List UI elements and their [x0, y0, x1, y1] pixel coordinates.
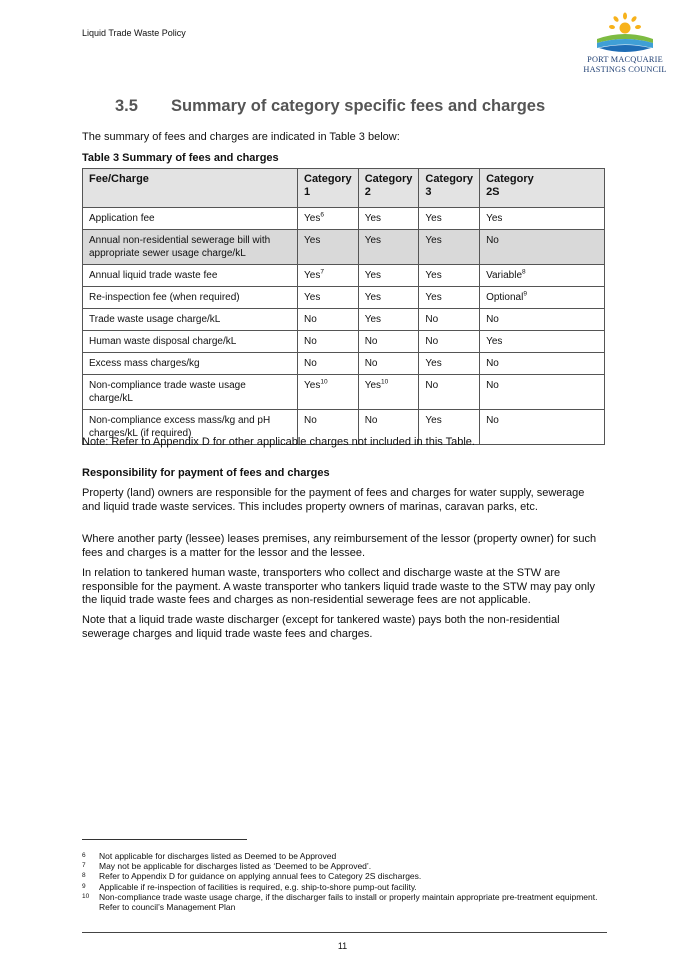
table-cell: No	[358, 353, 419, 375]
table-cell: No	[480, 375, 605, 410]
table-cell: No	[298, 353, 359, 375]
table-header-row	[83, 169, 605, 208]
table-cell: Yes	[298, 230, 359, 265]
footnotes	[82, 851, 607, 912]
footnote: 6 Not applicable for discharges listed as Deemed to be Approved	[82, 851, 337, 861]
council-name-line-1: PORT MACQUARIE	[587, 55, 663, 64]
header-category-3: Category 3	[419, 169, 480, 208]
table-cell: Non-compliance excess mass/kg and pH charges/kL (if required)	[83, 410, 298, 445]
page-number: 11	[337, 941, 348, 951]
table-cell: Yes$^7$	[298, 265, 359, 287]
paragraph: Property (land) owners are responsible for the payment of fees and charges for water supply, sewerage and liquid trade waste services. This includes property owners of marinas, caravan parks, etc.	[82, 487, 585, 513]
table-cell: Yes$^6$	[298, 208, 359, 230]
table-row	[83, 208, 605, 230]
council-logo	[585, 12, 665, 76]
table-cell: Yes	[419, 230, 480, 265]
table-cell: No	[298, 309, 359, 331]
footnote: 9 Applicable if re-inspection of facilities is required, e.g. ship-to-shore pump-out facility.	[82, 881, 417, 892]
table-cell: Yes$^{10}$	[358, 375, 419, 410]
footer-divider	[82, 932, 607, 933]
council-name	[579, 55, 671, 74]
section-number: 3.5	[115, 97, 138, 115]
table-cell: No	[419, 309, 480, 331]
paragraph: In relation to tankered human waste, transporters who collect and discharge waste at the STW are responsible for the payment. A waste transporter who tankers liquid trade waste to the STW may pay only the liquid trade waste fees and charges as non-residential sewerage fees are not applicable.	[82, 567, 595, 606]
table-row	[83, 309, 605, 331]
footnote: 10 Non-compliance trade waste usage charge, if the discharger fails to install or properly maintain appropriate pre-treatment equipment. Refer to council’s Management Plan	[82, 891, 598, 913]
table-cell: Yes	[358, 287, 419, 309]
header-fee-charge: Fee/Charge	[83, 169, 298, 208]
table-row	[83, 375, 605, 410]
fees-table	[82, 168, 605, 445]
table-caption: Table 3 Summary of fees and charges	[82, 152, 279, 164]
table-cell: No	[480, 230, 605, 265]
paragraph: Note that a liquid trade waste discharger (except for tankered waste) pays both the non-residential sewerage charges and liquid trade waste fees and charges.	[82, 614, 560, 640]
table-cell: Yes	[480, 208, 605, 230]
table-row	[83, 230, 605, 265]
header-category-2: Category 2	[358, 169, 419, 208]
intro-text: The summary of fees and charges are indicated in Table 3 below:	[82, 131, 400, 143]
section-title: Summary of category specific fees and charges	[171, 97, 546, 115]
table-cell: Yes	[480, 331, 605, 353]
table-cell: Yes	[419, 265, 480, 287]
table-cell: Yes	[419, 208, 480, 230]
footnote-divider	[82, 839, 247, 840]
table-cell: Re-inspection fee (when required)	[83, 287, 298, 309]
header-category-1: Category 1	[298, 169, 359, 208]
table-cell: Human waste disposal charge/kL	[83, 331, 298, 353]
table-cell: Annual non-residential sewerage bill with appropriate sewer usage charge/kL	[83, 230, 298, 265]
footnote: 8 Refer to Appendix D for guidance on applying annual fees to Category 2S discharges.	[82, 871, 422, 882]
table-cell: Trade waste usage charge/kL	[83, 309, 298, 331]
table-cell: Optional$^9$	[480, 287, 605, 309]
table-cell: Annual liquid trade waste fee	[83, 265, 298, 287]
responsibility-heading: Responsibility for payment of fees and charges	[82, 467, 330, 479]
table-cell: Non-compliance trade waste usage charge/kL	[83, 375, 298, 410]
table-cell: No	[358, 410, 419, 445]
table-cell: No	[298, 331, 359, 353]
document-title: Liquid Trade Waste Policy	[82, 28, 186, 38]
table-cell: Variable$^8$	[480, 265, 605, 287]
table-row	[83, 265, 605, 287]
section-heading	[115, 97, 545, 116]
table-cell: Yes	[358, 309, 419, 331]
paragraph: Where another party (lessee) leases premises, any reimbursement of the lessor (property owner) for such fees and charges is a matter for the lessor and the lessee.	[82, 533, 597, 559]
table-cell: Yes	[419, 410, 480, 445]
table-cell: No	[480, 353, 605, 375]
table-cell: No	[419, 331, 480, 353]
council-logo-icon	[593, 12, 657, 54]
table-cell: Excess mass charges/kg	[83, 353, 298, 375]
header-category-2s: Category 2S	[480, 169, 605, 208]
council-name-line-2: HASTINGS COUNCIL	[583, 64, 667, 74]
table-cell: Application fee	[83, 208, 298, 230]
table-cell: Yes	[358, 230, 419, 265]
table-cell: Yes	[419, 353, 480, 375]
table-cell: No	[480, 309, 605, 331]
table-row	[83, 353, 605, 375]
table-cell: Yes$^{10}$	[298, 375, 359, 410]
table-cell: No	[480, 410, 605, 445]
table-row	[83, 287, 605, 309]
table-cell: No	[298, 410, 359, 445]
table-cell: Yes	[358, 208, 419, 230]
table-cell: No	[358, 331, 419, 353]
table-cell: No	[419, 375, 480, 410]
table-row	[83, 331, 605, 353]
footnote: 7 May not be applicable for discharges listed as ‘Deemed to be Approved’.	[82, 861, 372, 872]
table-cell: Yes	[419, 287, 480, 309]
table-note: Note: Refer to Appendix D for other applicable charges not included in this Table.	[82, 436, 475, 448]
table-cell: Yes	[298, 287, 359, 309]
table-cell: Yes	[358, 265, 419, 287]
